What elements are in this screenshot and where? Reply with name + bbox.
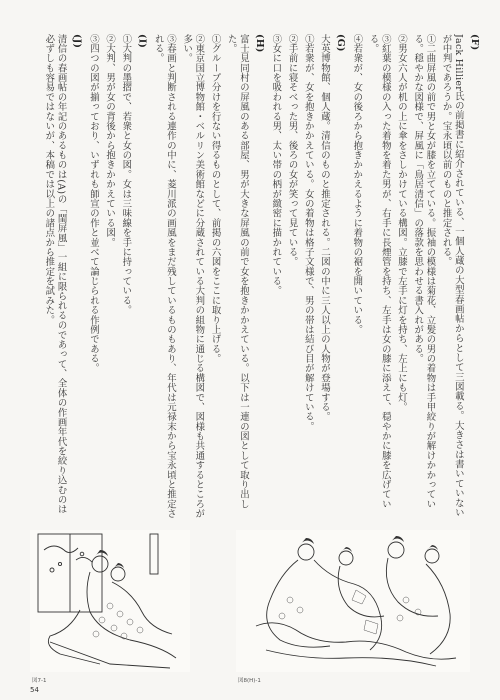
figure-row [30,530,470,684]
section-header: (G) [335,34,347,52]
woodblock-illustration-right [236,530,470,672]
paragraph: ①二曲屏風の前で男と女が膝を立てている。振袖の模様は菊花、立髪の男の着物は手甲絞りが解けかかっている。穏やかな図様で、屏風に「鳥居清信」の落款を思わせる書入れがある。 [412,34,436,509]
paragraph: 大英博物館、個人蔵。清信のものと推定される。二図の中に三人以上の人物が登場する。 [318,34,330,422]
paragraph: ②大判、男が女の背後から抱きかかえている図。 [104,34,116,248]
paragraph: 清信の春画帖の年記のあるものは(A)の「閨屏風」一組に限られるのであって、全体の作画年代を絞り込むのは必ずしも容易ではないが、本稿では以上の諸点から推定を試みた。 [43,34,67,515]
paragraph: 富士見同村の屏風のある部屋、男が大きな屏風の前で女を抱きかかえている。以下は一連の図として取り出した。 [225,34,249,509]
paragraph: ③四つの図が揃っており、いずれも師宣の作と並べて論じられる作例である。 [87,34,99,374]
section-header: (J) [71,34,83,49]
paragraph: Jack Hillier氏の前掲書に紹介されている、一個人蔵の大型春画帖からとして三図載る。大きさは書いていないが中判であろうか。宝永頃以前のものと推定される。 [440,34,464,518]
figure-caption-right: 図8(H)-1 [238,678,261,684]
paragraph: ②東京国立博物館・ベルリン美術館などに分蔵されている大判の組物に通じる構図で、図様も共通するところが多い。 [181,34,205,519]
section-header: (I) [136,34,148,49]
page-number: 54 [30,686,39,694]
paragraph: ①グループ分けを行ない得るものとして、前掲の六図をここに取り上げる。 [209,34,221,364]
section-header: (F) [469,34,480,51]
paragraph: ②男女六人が机の上に傘をさしかけている構図。立膝で左手に灯を持ち、左上にも灯。 [395,34,407,412]
paragraph: ③紅葉の模様の入った着物を着た男が、右手に長煙管を持ち、左手は女の膝に添えて、穏やかに膝を広げている。 [367,34,391,509]
figure-right-print [236,530,470,672]
woodblock-illustration-left [30,530,190,672]
section-header: (H) [254,34,266,53]
paragraph: ③女に口を吸われる男、太い帯の柄が緻密に描かれている。 [270,34,282,296]
paragraph: ③春画と判断される連作の中に、菱川派の画風をまだ残しているものもあり、年代は元禄末から宝永頃と推定される。 [152,34,176,519]
figure-caption-left: 図7-1 [32,678,47,684]
paragraph: ②手前に寝そべった男、後ろの女が笑って見ている。 [286,34,298,267]
paragraph: ①若衆が、女を抱きかかえている。女の着物は格子文様で、男の帯は結び目が解けている。 [302,34,314,432]
figure-left-print [30,530,190,672]
paragraph: ④若衆が、女の後ろから抱きかかえるように着物の裾を開いている。 [351,34,363,335]
article-body [28,34,480,520]
paragraph: ①大判の墨摺で、若衆と女の図。女は三味線を手に持っている。 [120,34,132,316]
